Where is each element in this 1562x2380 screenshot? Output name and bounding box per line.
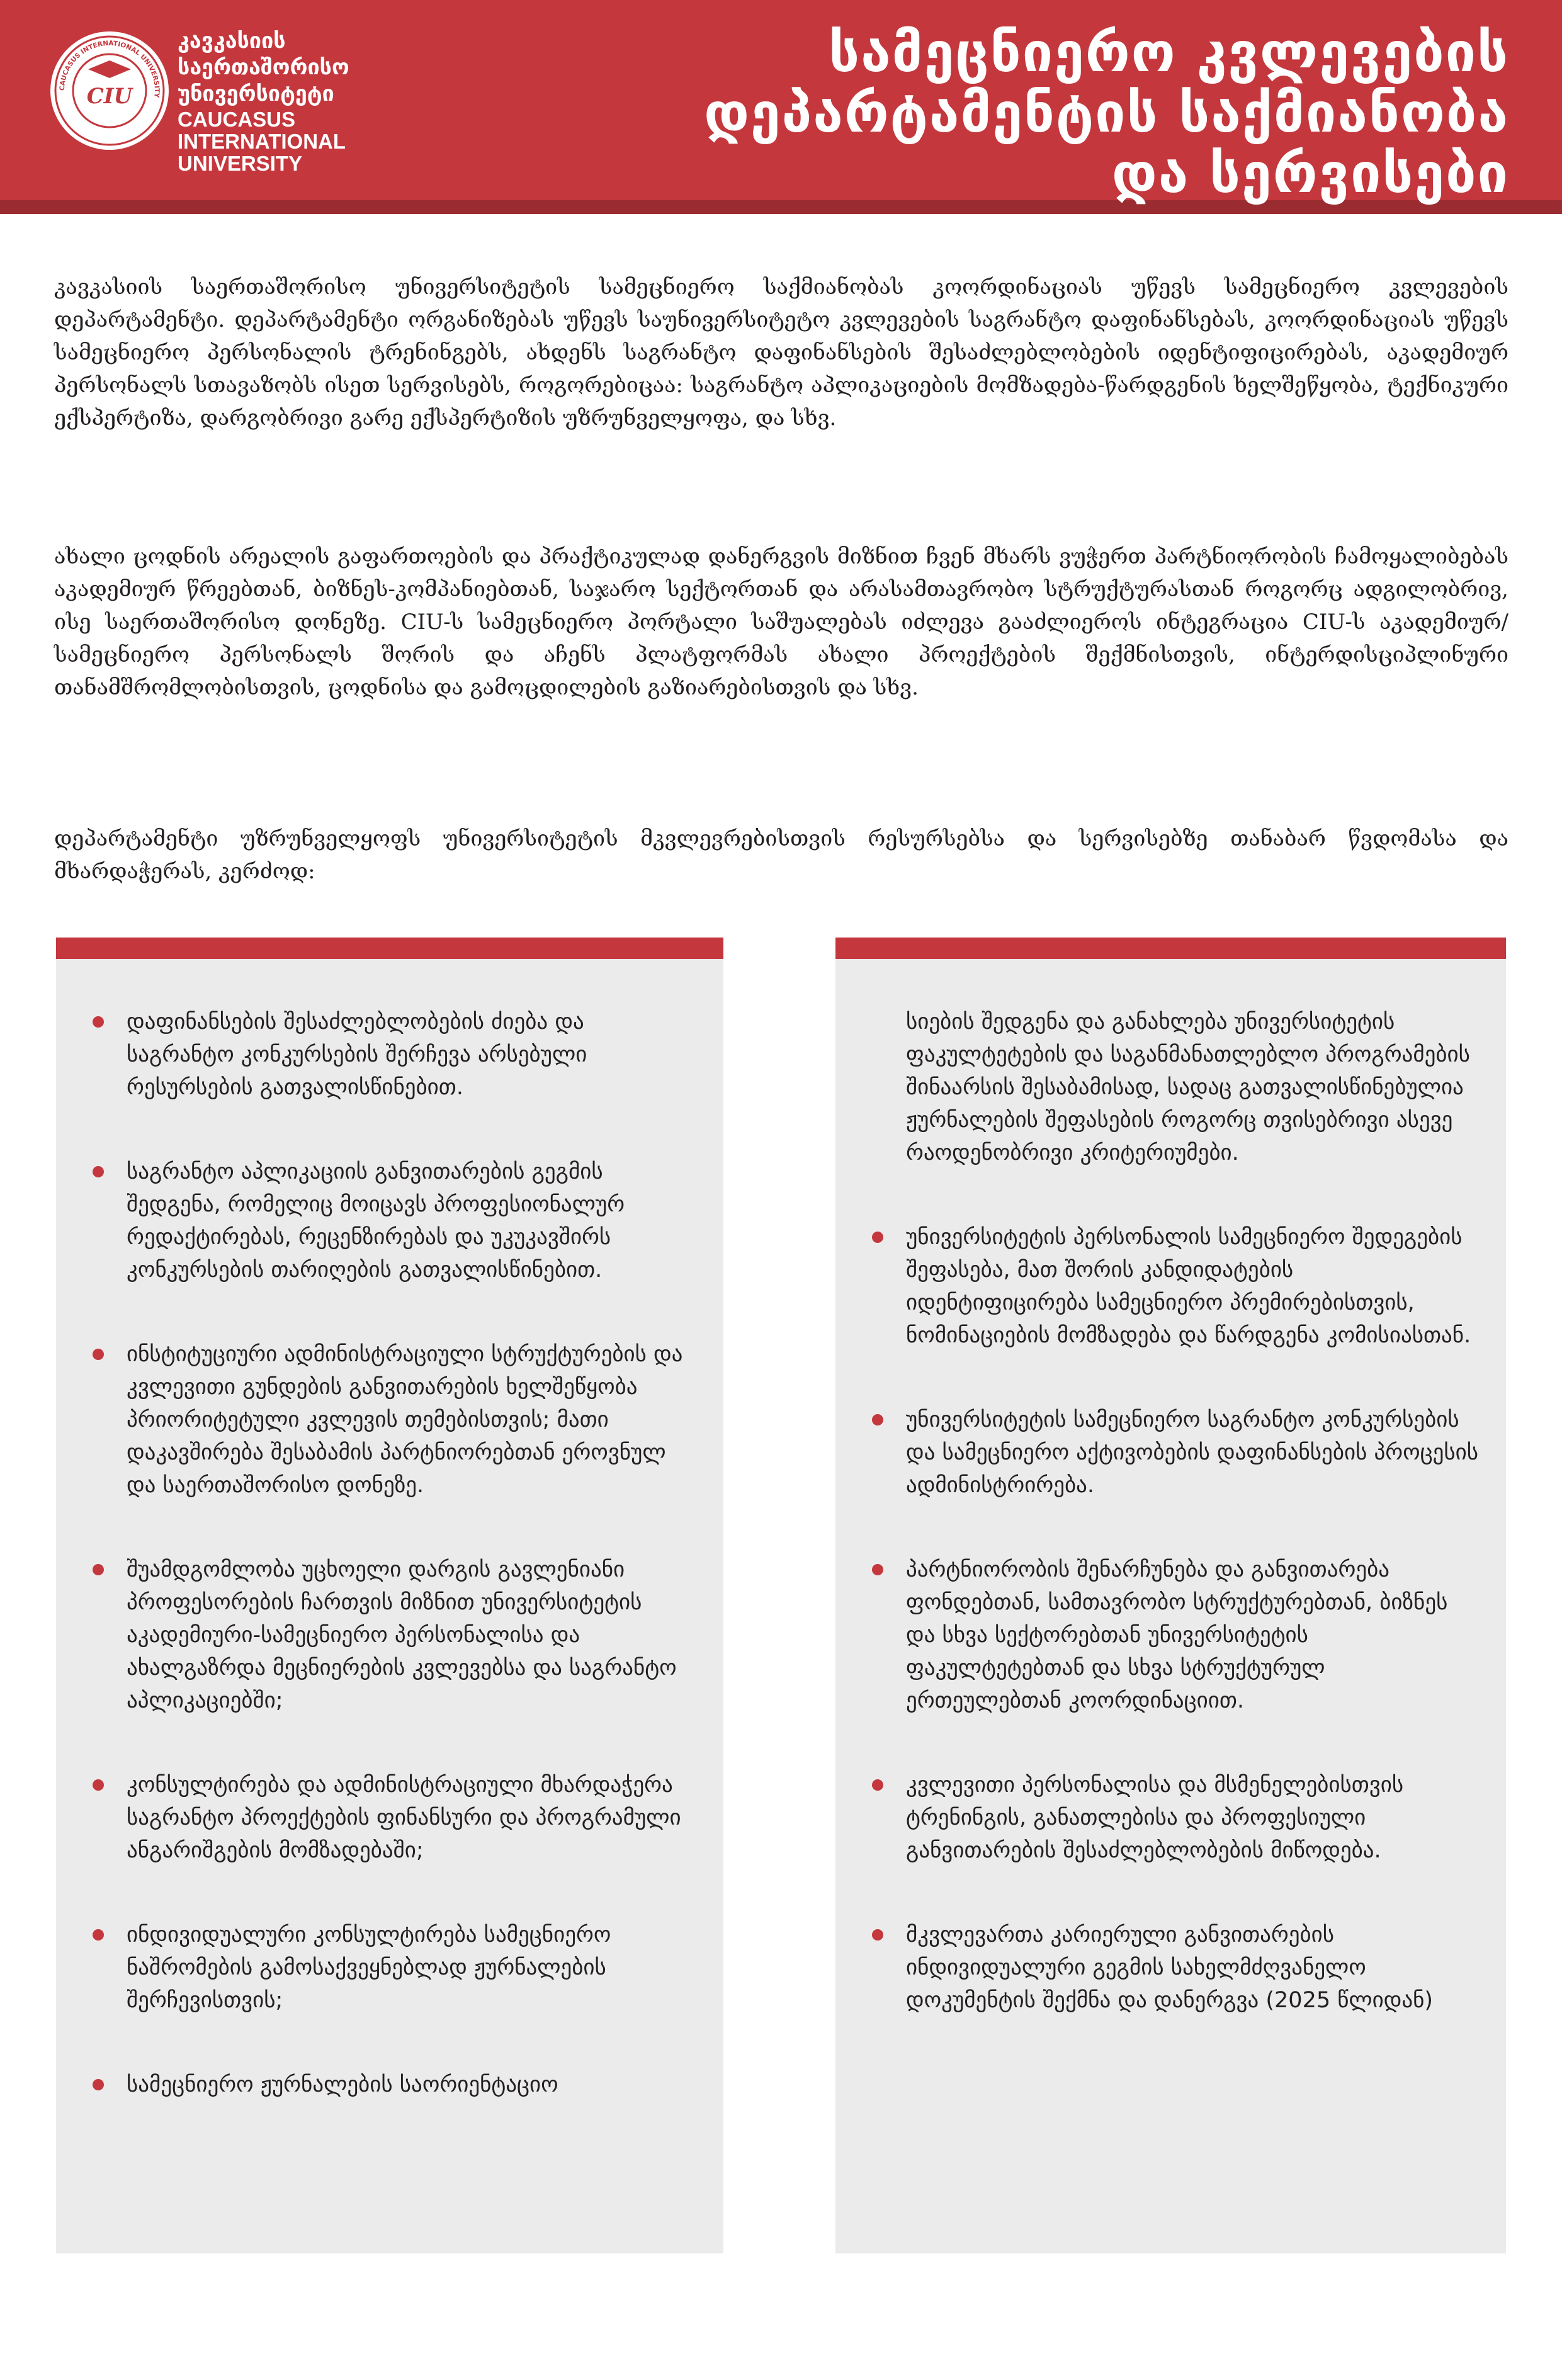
bullet-icon <box>93 1016 104 1028</box>
panel-top-bar <box>56 938 723 959</box>
list-item-continuation <box>835 1006 1506 1169</box>
bullet-icon <box>872 1414 883 1425</box>
page-title: სამეცნიერო კვლევების დეპარტამენტის საქმიანობა და სერვისები <box>704 21 1509 205</box>
list-item <box>835 1769 1506 1867</box>
bullet-icon <box>93 1349 104 1360</box>
seal-monogram: CIU <box>86 84 133 109</box>
services-panel-left <box>56 938 723 2253</box>
intro-paragraph-2: ახალი ცოდნის არეალის გაფართოების და პრაქტიკულად დანერგვის მიზნით ჩვენ მხარს ვუჭერთ პარტნიორობის ჩამოყალიბებას აკადემიურ წრეებთან, ბიზნეს-კომპანიებთან, საჯარო სექტორთან და არასამთავრობო სტრუქტურასთან როგორც ადგილობრივ, ისე საერთაშორისო დონეზე. CIU-ს სამეცნიერო პორტალი საშუალებას იძლევა გააძლიეროს ინტეგრაცია CIU-ს აკადემიურ/სამეცნიერო პერსონალს შორის და აჩენს პლატფორმას ახალი პროექტების შექმნისთვის, ინტერდისციპლინური თანამშრომლობისთვის, ცოდნისა და გამოცდილების გაზიარებისთვის და სხვ. <box>54 544 1508 700</box>
bullet-icon <box>93 1564 104 1575</box>
list-item <box>56 1553 723 1717</box>
list-item <box>56 1918 723 2017</box>
bullet-icon <box>872 1232 883 1243</box>
services-panel-right <box>835 938 1506 2253</box>
list-item <box>56 1769 723 1867</box>
bullet-icon <box>872 1564 883 1575</box>
bullet-icon <box>872 1779 883 1791</box>
list-item-text: მკვლევართა კარიერული განვითარების ინდივიდუალური გეგმის სახელმძღვანელო დოკუმენტის შექმნა და დანერგვა (2025 წლიდან) <box>906 1922 1434 2013</box>
list-item-text: სამეცნიერო ჟურნალების საორიენტაციო <box>127 2072 558 2097</box>
list-item <box>56 2068 723 2101</box>
bullet-icon <box>93 1929 104 1941</box>
list-item-text: უნივერსიტეტის სამეცნიერო საგრანტო კონკურსების და სამეცნიერო აქტივობების დაფინანსების პროცესის ადმინისტრირება. <box>906 1407 1479 1498</box>
logo-english-name: CAUCASUS INTERNATIONAL UNIVERSITY <box>178 108 346 175</box>
intro-paragraph-1: კავკასიის საერთაშორისო უნივერსიტეტის სამეცნიერო საქმიანობას კოორდინაციას უწევს სამეცნიერო კვლევების დეპარტამენტი. დეპარტამენტი ორგანიზებას უწევს საუნივერსიტეტო კვლევების საგრანტო დაფინანსებას, კოორდინაციას უწევს სამეცნიერო პერსონალის ტრენინგებს, ახდენს საგრანტო დაფინანსების შესაძლებლობების იდენტიფიცირებას, აკადემიურ პერსონალს სთავაზობს ისეთ სერვისებს, როგორებიცაა: საგრანტო აპლიკაციების მომზადება-წარდგენის ხელშეწყობა, ტექნიკური ექსპერტიზა, დარგობრივი გარე ექსპერტიზის უზრუნველყოფა, და სხვ. <box>54 275 1508 431</box>
list-item-text: უნივერსიტეტის პერსონალის სამეცნიერო შედეგების შეფასება, მათ შორის კანდიდატების იდენტიფიცირება სამეცნიერო პრემირებისთვის, ნომინაციების მომზადება და წარდგენა კომისიასთან. <box>906 1225 1471 1348</box>
intro-paragraph-3: დეპარტამენტი უზრუნველყოფს უნივერსიტეტის მკვლევრებისთვის რესურსებსა და სერვისებზე თანაბარ წვდომასა და მხარდაჭერას, კერძოდ: <box>54 826 1508 884</box>
logo-georgian-name: კავკასიის საერთაშორისო უნივერსიტეტი <box>178 28 349 106</box>
list-item-text: ინდივიდუალური კონსულტირება სამეცნიერო ნაშრომების გამოსაქვეყნებლად ჟურნალების შერჩევისთვის; <box>127 1922 611 2013</box>
list-item-text: დაფინანსების შესაძლებლობების ძიება და საგრანტო კონკურსების შერჩევა არსებული რესურსების გათვალისწინებით. <box>127 1009 587 1100</box>
seal-ring-text: CAUCASUS INTERNATIONAL UNIVERSITY <box>58 39 161 98</box>
list-item <box>56 1155 723 1286</box>
list-item-text: კვლევითი პერსონალისა და მსმენელებისთვის ტრენინგის, განათლებისა და პროფესიული განვითარების შესაძლებლობების მიწოდება. <box>906 1772 1404 1863</box>
list-item <box>835 1553 1506 1717</box>
bullet-icon <box>93 1779 104 1791</box>
list-item <box>56 1338 723 1502</box>
list-item-text: შუამდგომლობა უცხოელი დარგის გავლენიანი პროფესორების ჩართვის მიზნით უნივერსიტეტის აკადემიური-სამეცნიერო პერსონალისა და ახალგაზრდა მეცნიერების კვლევებსა და საგრანტო აპლიკაციებში; <box>127 1557 677 1713</box>
university-seal-logo <box>48 29 171 152</box>
list-item-text: საგრანტო აპლიკაციის განვითარების გეგმის შედგენა, რომელიც მოიცავს პროფესიონალურ რედაქტირებას, რეცენზირებას და უკუკავშირს კონკურსების თარიღების გათვალისწინებით. <box>127 1159 625 1283</box>
list-item-text: კონსულტირება და ადმინისტრაციული მხარდაჭერა საგრანტო პროექტების ფინანსური და პროგრამული ანგარიშგების მომზადებაში; <box>127 1772 681 1863</box>
list-item <box>835 1403 1506 1502</box>
services-list-left <box>56 1006 723 2153</box>
services-list-right <box>835 1006 1506 2068</box>
list-item <box>56 1006 723 1104</box>
list-item-text: სიების შედგენა და განახლება უნივერსიტეტის ფაკულტეტების და საგანმანათლებლო პროგრამების შინაარსის შესაბამისად, სადაც გათვალისწინებულია ჟურნალების შეფასების როგორც თვისებრივი ასევე რაოდენობრივი კრიტერიუმები. <box>906 1009 1470 1165</box>
bullet-icon <box>93 2079 104 2090</box>
panel-top-bar <box>835 938 1506 959</box>
bullet-icon <box>93 1166 104 1177</box>
list-item-text: პარტნიორობის შენარჩუნება და განვითარება ფონდებთან, სამთავრობო სტრუქტურებთან, ბიზნეს და სხვა სექტორებთან უნივერსიტეტის ფაკულტეტებთან და სხვა სტრუქტურულ ერთეულებთან კოორდინაციით. <box>906 1557 1448 1713</box>
list-item <box>835 1221 1506 1352</box>
bullet-icon <box>872 1929 883 1941</box>
list-item-text: ინსტიტუციური ადმინისტრაციული სტრუქტურების და კვლევითი გუნდების განვითარების ხელშეწყობა პრიორიტეტული კვლევის თემებისთვის; მათი დაკავშირება შესაბამის პარტნიორებთან ეროვნულ და საერთაშორისო დონეზე. <box>127 1342 683 1498</box>
list-item <box>835 1918 1506 2017</box>
